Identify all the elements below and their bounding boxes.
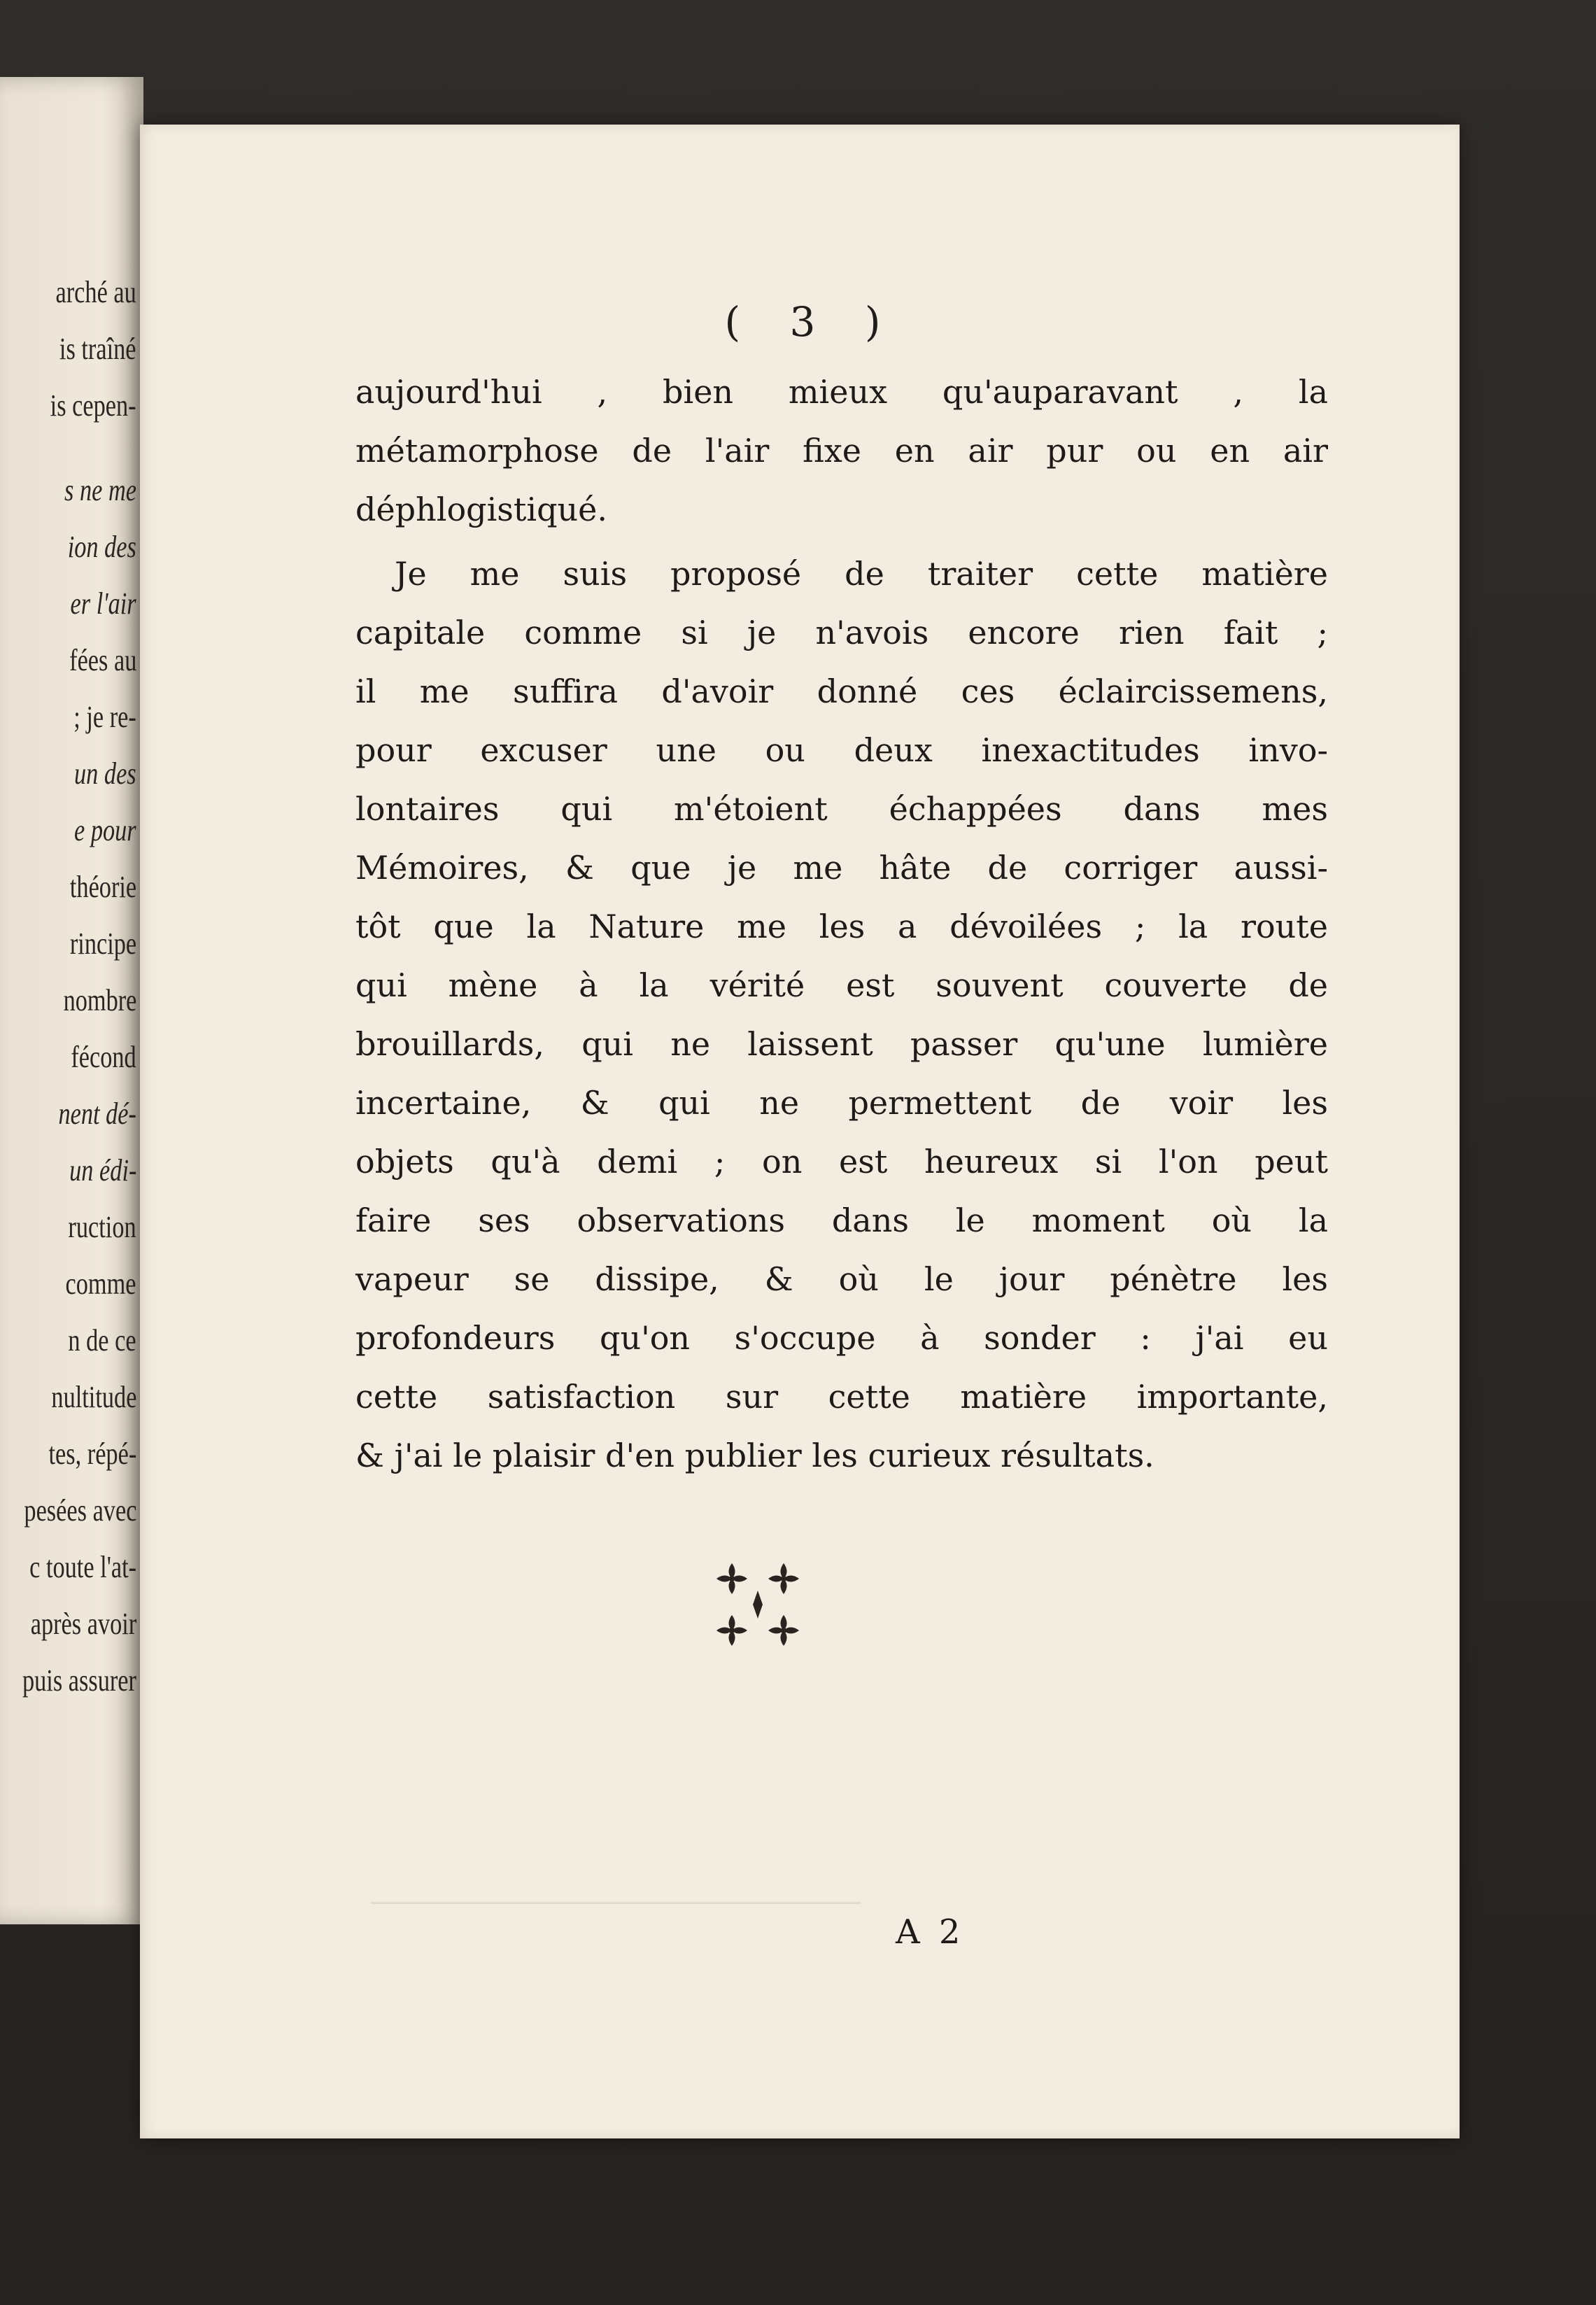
left-page-line: arché au: [55, 275, 136, 309]
text-line: Mémoires, & que je me hâte de corriger aussi-: [355, 849, 1328, 887]
left-page-line: tes, répé-: [48, 1437, 136, 1471]
text-line: incertaine, & qui ne permettent de voir les: [355, 1084, 1328, 1122]
left-page-line: théorie: [69, 870, 136, 904]
text-line: & j'ai le plaisir d'en publier les curieux résultats.: [355, 1437, 1154, 1474]
left-page-line: comme: [65, 1267, 136, 1301]
left-page-line: ; je re-: [73, 700, 136, 734]
fleuron-ornament-icon: [705, 1552, 810, 1657]
text-line: déphlogistiqué.: [355, 491, 608, 528]
left-page-line: n de ce: [68, 1323, 136, 1358]
text-line: qui mène à la vérité est souvent couverte de: [355, 966, 1328, 1004]
left-page-line: e pour: [74, 813, 136, 847]
text-line: tôt que la Nature me les a dévoilées ; la route: [355, 908, 1328, 945]
left-page-line: après avoir: [30, 1607, 136, 1641]
text-line: capitale comme si je n'avois encore rien fait ;: [355, 614, 1328, 651]
text-line: cette satisfaction sur cette matière importante,: [355, 1378, 1328, 1416]
left-page-line: nultitude: [50, 1380, 136, 1414]
left-page-line: is cepen-: [50, 388, 136, 423]
left-page-line: nent dé-: [58, 1097, 136, 1131]
left-page-line: nombre: [63, 983, 136, 1017]
text-line: faire ses observations dans le moment où la: [355, 1201, 1328, 1239]
page-number: ( 3 ): [724, 298, 899, 346]
text-line: métamorphose de l'air fixe en air pur ou en air: [355, 432, 1328, 470]
show-through-rule: [371, 1902, 861, 1904]
left-page-line: ion des: [67, 530, 136, 564]
text-line: lontaires qui m'étoient échappées dans mes: [355, 790, 1328, 828]
left-page-line: pesées avec: [23, 1493, 136, 1528]
text-line: profondeurs qu'on s'occupe à sonder : j'ai eu: [355, 1319, 1328, 1357]
left-page-line: c toute l'at-: [29, 1550, 136, 1584]
text-line: objets qu'à demi ; on est heureux si l'on peut: [355, 1143, 1328, 1180]
left-page-line: ruction: [68, 1210, 136, 1244]
left-page-line: s ne me: [64, 473, 136, 507]
current-page: [140, 125, 1460, 2138]
left-page-line: er l'air: [70, 586, 136, 621]
left-page-line: rincipe: [69, 926, 136, 961]
text-line: vapeur se dissipe, & où le jour pénètre les: [355, 1260, 1328, 1298]
left-page-line: fées au: [69, 643, 136, 677]
left-page-line: fécond: [71, 1040, 136, 1074]
text-line: il me suffira d'avoir donné ces éclaircissemens,: [355, 672, 1328, 710]
left-page-line: un des: [74, 756, 136, 791]
previous-page: [0, 77, 143, 1924]
left-page-line: is traîné: [59, 332, 136, 366]
text-line: Je me suis proposé de traiter cette matière: [395, 555, 1328, 593]
signature-mark: A 2: [896, 1912, 965, 1952]
text-line: pour excuser une ou deux inexactitudes invo-: [355, 731, 1328, 769]
left-page-line: un édi-: [69, 1153, 136, 1187]
text-line: aujourd'hui , bien mieux qu'auparavant , la: [355, 373, 1328, 411]
left-page-line: puis assurer: [22, 1663, 136, 1698]
text-line: brouillards, qui ne laissent passer qu'une lumière: [355, 1025, 1328, 1063]
